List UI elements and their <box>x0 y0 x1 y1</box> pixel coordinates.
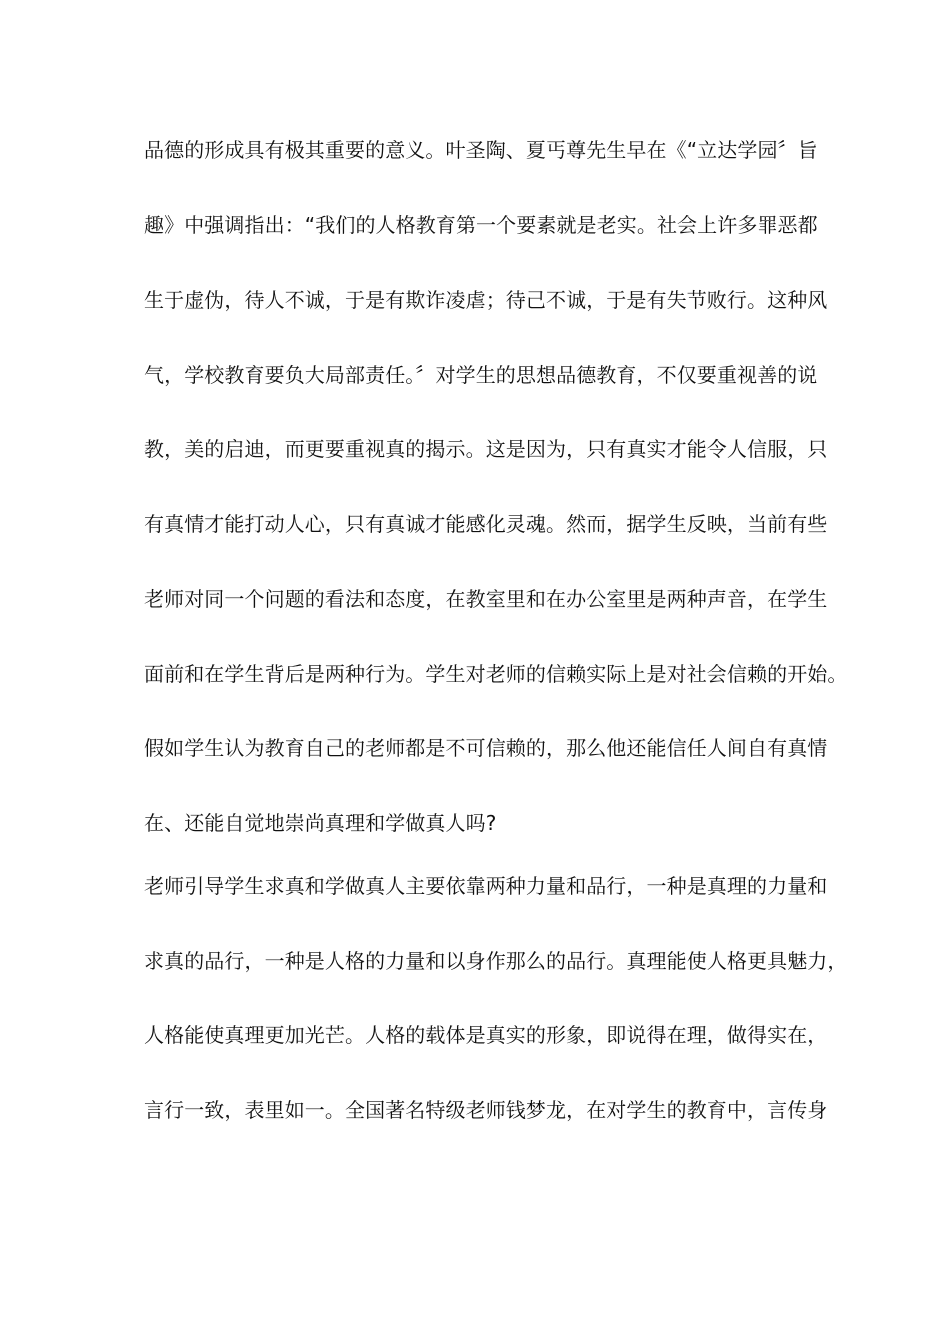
text-line: 求真的品行，一种是人格的力量和以身作那么的品行。真理能使人格更具魅力， <box>144 949 848 973</box>
text-line: 人格能使真理更加光芒。人格的载体是真实的形象，即说得在理，做得实在， <box>144 1023 828 1047</box>
text-line: 生于虚伪，待人不诚，于是有欺诈凌虐；待己不诚，于是有失节败行。这种风 <box>144 288 828 312</box>
text-line: 有真情才能打动人心，只有真诚才能感化灵魂。然而，据学生反映，当前有些 <box>144 512 828 536</box>
text-line: 老师对同一个问题的看法和态度，在教室里和在办公室里是两种声音，在学生 <box>144 587 828 611</box>
text-line: 气，学校教育要负大局部责任。〞对学生的思想品德教育，不仅要重视善的说 <box>144 363 818 387</box>
text-line: 趣》中强调指出：“我们的人格教育第一个要素就是老实。社会上许多罪恶都 <box>144 213 818 237</box>
text-line: 品德的形成具有极其重要的意义。叶圣陶、夏丐尊先生早在《“立达学园〞旨 <box>144 138 818 162</box>
text-line: 教，美的启迪，而更要重视真的揭示。这是因为，只有真实才能令人信服，只 <box>144 437 828 461</box>
text-line: 言行一致，表里如一。全国著名特级老师钱梦龙，在对学生的教育中，言传身 <box>144 1098 828 1122</box>
text-line: 老师引导学生求真和学做真人主要依靠两种力量和品行，一种是真理的力量和 <box>144 874 828 898</box>
text-line: 面前和在学生背后是两种行为。学生对老师的信赖实际上是对社会信赖的开始。 <box>144 662 848 686</box>
text-line: 在、还能自觉地崇尚真理和学做真人吗? <box>144 811 497 835</box>
text-line: 假如学生认为教育自己的老师都是不可信赖的，那么他还能信任人间自有真情 <box>144 736 828 760</box>
